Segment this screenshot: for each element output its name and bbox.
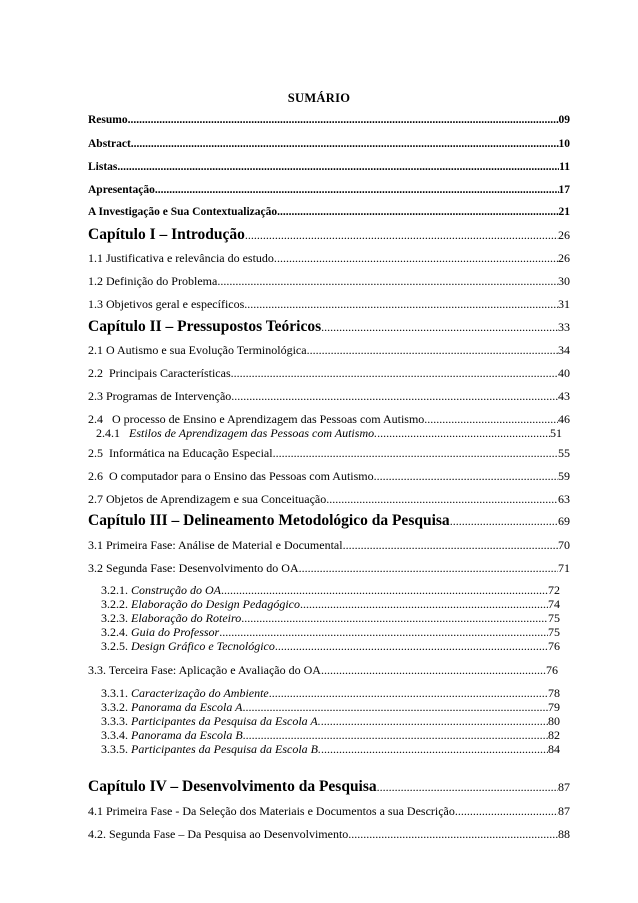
toc-entry-resumo[interactable] [88,113,570,128]
toc-entry-label: A Investigação e Sua Contextualização [88,206,278,218]
leader-dots [221,583,548,598]
toc-entry-page: 71 [558,561,570,575]
toc-entry-page: 34 [558,343,570,357]
toc-entry-page: 33 [558,320,570,334]
toc-entry-page: 87 [558,804,570,818]
toc-entry-1-3[interactable] [88,297,570,312]
toc-chapter-1[interactable] [88,225,570,245]
toc-entry-label: Resumo [88,114,128,126]
toc-entry-1-2[interactable] [88,274,570,289]
toc-entry-page: 75 [548,611,560,625]
toc-entry-3-1[interactable] [88,538,570,553]
leader-dots [455,804,558,819]
toc-entry-label: Capítulo II – Pressupostos Teóricos [88,318,322,335]
toc-entry-3-2-3[interactable] [101,611,560,626]
leader-dots [273,446,558,461]
toc-entry-2-3[interactable] [88,389,570,404]
toc-entry-page: 72 [548,583,560,597]
toc-chapter-4[interactable] [88,777,570,797]
toc-entry-page: 76 [548,639,560,653]
toc-entry-number: 3.2.3. [101,611,128,625]
toc-entry-2-1[interactable] [88,343,570,358]
toc-entry-3-3-2[interactable] [101,700,560,715]
toc-entry-number: 3.3.4. [101,728,128,742]
toc-entry-page: 88 [558,827,570,841]
toc-entry-3-3-3[interactable] [101,714,560,729]
toc-entry-label: Design Gráfico e Tecnológico [131,639,275,653]
toc-entry-2-7[interactable] [88,492,570,507]
toc-entry-label: Capítulo IV – Desenvolvimento da Pesquisa [88,778,377,795]
toc-entry-label: 1.2 Definição do Problema [88,274,218,288]
page-title: SUMÁRIO [287,91,351,105]
toc-entry-label: 1.3 Objetivos geral e específicos [88,297,245,311]
toc-entry-page: 74 [548,597,560,611]
toc-entry-2-4-1[interactable] [96,426,562,441]
leader-dots [243,728,548,743]
leader-dots [277,205,558,220]
toc-entry-page: 30 [558,274,570,288]
toc-entry-label: Estilos de Aprendizagem das Pessoas com Autismo. [129,426,378,440]
toc-entry-label: 1.1 Justificativa e relevância do estudo. [88,251,277,265]
toc-entry-label: Capítulo I – Introdução [88,226,245,243]
toc-entry-label: 2.3 Programas de Intervenção [88,389,232,403]
toc-entry-label-wrap [101,583,221,598]
leader-dots [128,113,559,128]
toc-entry-label-wrap [101,686,269,701]
leader-dots [245,226,558,245]
toc-entry-3-2-2[interactable] [101,597,560,612]
toc-entry-label: Capítulo III – Delineamento Metodológico da Pesquisa [88,512,450,529]
toc-entry-label-wrap [96,426,377,441]
toc-entry-label-wrap [101,597,300,612]
toc-entry-label: Panorama da Escola B [131,728,243,742]
toc-entry-page: 79 [548,700,560,714]
toc-entry-label-wrap [101,714,321,729]
toc-entry-number: 3.3.5. [101,742,128,756]
leader-dots [321,742,548,757]
toc-entry-4-1[interactable] [88,804,570,819]
toc-entry-number: 3.2.4. [101,625,128,639]
toc-entry-label: Caracterização do Ambiente [131,686,269,700]
toc-entry-label-wrap [101,728,243,743]
toc-entry-page: 84 [548,742,560,756]
leader-dots [155,183,559,198]
leader-dots [231,389,558,404]
toc-entry-label: 2.5 Informática na Educação Especial [88,446,273,460]
leader-dots [219,625,548,640]
toc-entry-label: Participantes da Pesquisa da Escola B. [131,742,321,756]
toc-entry-label: 3.2 Segunda Fase: Desenvolvimento do OA [88,561,299,575]
toc-entry-page: 09 [558,114,570,126]
toc-entry-page: 87 [558,780,570,794]
toc-entry-label: Participantes da Pesquisa da Escola A. [131,714,321,728]
toc-entry-label: 2.2 Principais Características [88,366,231,380]
toc-entry-page: 70 [558,538,570,552]
toc-entry-page: 80 [548,714,560,728]
toc-entry-3-3-1[interactable] [101,686,560,701]
toc-entry-page: 40 [558,366,570,380]
leader-dots [242,700,548,715]
toc-entry-2-5[interactable] [88,446,570,461]
toc-entry-page: 69 [558,514,570,528]
toc-entry-page: 55 [558,446,570,460]
toc-entry-investigacao[interactable] [88,205,570,220]
toc-entry-label: 3.1 Primeira Fase: Análise de Material e Documental [88,538,343,552]
leader-dots [450,512,558,531]
toc-entry-label-wrap [101,700,242,715]
toc-entry-label: 2.4 O processo de Ensino e Aprendizagem das Pessoas com Autismo [88,412,425,426]
toc-entry-page: 11 [559,161,570,173]
toc-entry-label: 2.6 O computador para o Ensino das Pessoas com Autismo [88,469,374,483]
toc-entry-listas[interactable] [88,160,570,175]
leader-dots [300,597,548,612]
toc-chapter-2[interactable] [88,317,570,337]
toc-entry-number: 3.3.3. [101,714,128,728]
toc-chapter-3[interactable] [88,511,570,531]
toc-entry-3-2-1[interactable] [101,583,560,598]
toc-entry-1-1[interactable] [88,251,570,266]
toc-entry-3-2[interactable] [88,561,570,576]
toc-entry-label: Guia do Professor [131,625,220,639]
toc-entry-page: 82 [548,728,560,742]
toc-entry-label: 4.1 Primeira Fase - Da Seleção dos Materiais e Documentos a sua Descrição [88,804,455,818]
leader-dots [321,663,546,678]
leader-dots [117,160,559,175]
leader-dots [277,251,558,266]
toc-entry-page: 78 [548,686,560,700]
toc-entry-label-wrap [101,625,219,640]
toc-entry-page: 59 [558,469,570,483]
toc-entry-2-4[interactable] [88,412,570,427]
toc-entry-label-wrap [101,742,321,757]
toc-entry-page: 75 [548,625,560,639]
toc-entry-label: Panorama da Escola A [131,700,243,714]
toc-entry-apresentacao[interactable] [88,183,570,198]
toc-entry-label: 2.1 O Autismo e sua Evolução Terminológica [88,343,307,357]
leader-dots [321,714,548,729]
toc-entry-page: 76 [546,663,558,677]
leader-dots [326,492,558,507]
toc-entry-label: Elaboração do Roteiro [131,611,242,625]
toc-entry-label: Abstract [88,138,131,150]
toc-entry-abstract[interactable] [88,137,570,152]
toc-entry-2-6[interactable] [88,469,570,484]
toc-entry-page: 46 [558,412,570,426]
leader-dots [377,778,558,797]
toc-entry-page: 26 [558,228,570,242]
toc-entry-number: 3.3.1. [101,686,128,700]
toc-entry-page: 43 [558,389,570,403]
toc-entry-label-wrap [101,639,275,654]
toc-entry-page: 10 [558,138,570,150]
toc-entry-label: 4.2. Segunda Fase – Da Pesquisa ao Desenvolvimento [88,827,349,841]
leader-dots [321,318,558,337]
toc-entry-page: 31 [558,297,570,311]
toc-entry-number: 3.2.1. [101,583,128,597]
leader-dots [269,686,548,701]
toc-entry-label: 3.3. Terceira Fase: Aplicação e Avaliação do OA [88,663,321,677]
leader-dots [348,827,558,842]
leader-dots [217,274,558,289]
leader-dots [131,137,559,152]
toc-entry-number: 3.2.5. [101,639,128,653]
toc-entry-label: Apresentação [88,184,155,196]
toc-entry-3-3-4[interactable] [101,728,560,743]
toc-entry-number: 2.4.1 [96,426,120,440]
toc-entry-3-2-5[interactable] [101,639,560,654]
leader-dots [244,297,558,312]
toc-entry-label-wrap [101,611,241,626]
toc-entry-page: 17 [558,184,570,196]
toc-entry-4-2[interactable] [88,827,570,842]
leader-dots [231,366,558,381]
toc-entry-number: 3.3.2. [101,700,128,714]
toc-entry-label: Elaboração do Design Pedagógico [131,597,300,611]
toc-entry-label: Construção do OA [131,583,221,597]
leader-dots [343,538,558,553]
leader-dots [377,426,550,441]
leader-dots [241,611,548,626]
toc-entry-3-3[interactable] [88,663,558,678]
toc-entry-page: 21 [558,206,570,218]
toc-entry-2-2[interactable] [88,366,570,381]
toc-entry-page: 51 [550,426,562,440]
toc-entry-3-2-4[interactable] [101,625,560,640]
toc-entry-number: 3.2.2. [101,597,128,611]
leader-dots [424,412,558,427]
leader-dots [275,639,548,654]
leader-dots [307,343,558,358]
leader-dots [374,469,558,484]
leader-dots [299,561,558,576]
toc-entry-label: Listas [88,161,118,173]
toc-entry-page: 63 [558,492,570,506]
toc-entry-label: 2.7 Objetos de Aprendizagem e sua Conceituação [88,492,327,506]
toc-entry-3-3-5[interactable] [101,742,560,757]
toc-entry-page: 26 [558,251,570,265]
